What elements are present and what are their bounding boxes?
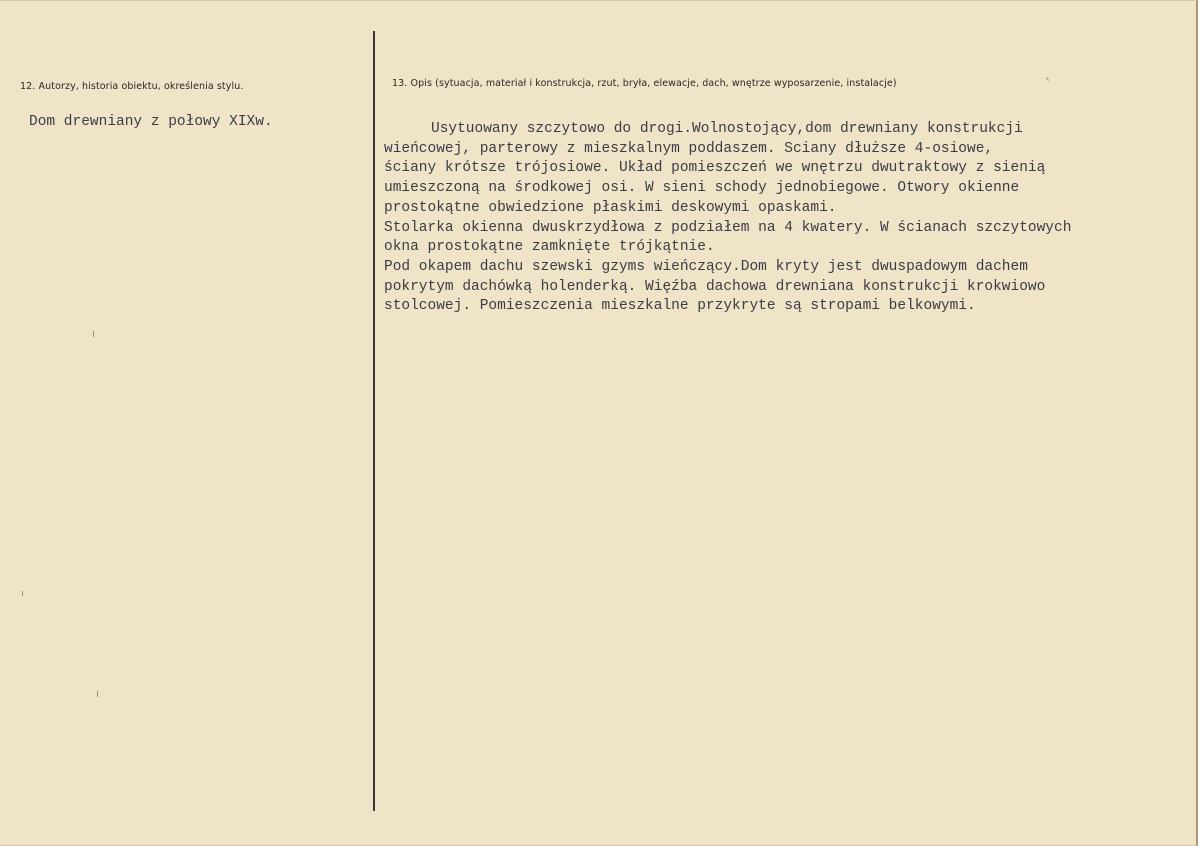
description-line: Pod okapem dachu szewski gzyms wieńczący.Dom kryty jest dwuspadowym dachem — [384, 258, 1028, 275]
description-line: ściany krótsze trójosiowe. Układ pomieszczeń we wnętrzu dwutraktowy z sienią — [384, 160, 1046, 177]
section-13 — [384, 78, 1187, 317]
paper-speck — [22, 591, 23, 596]
description-line: prostokątne obwiedzione płaskimi deskowymi opaskami. — [384, 199, 837, 216]
description-line: Usytuowany szczytowo do drogi.Wolnostojący,dom drewniany konstrukcji — [431, 121, 1023, 137]
description-line: umieszczoną na środkowej osi. W sieni schody jednobiegowe. Otwory okienne — [384, 180, 1020, 197]
description-line: stolcowej. Pomieszczenia mieszkalne przykryte są stropami belkowymi. — [384, 298, 976, 315]
column-divider — [373, 31, 375, 811]
description-line: pokrytym dachówką holenderką. Więźba dachowa drewniana konstrukcji krokwiowo — [384, 278, 1046, 295]
section-13-description — [384, 120, 1187, 317]
description-line: okna prostokątne zamknięte trójkątnie. — [384, 239, 715, 256]
section-12-label: 12. Autorzy, historia obiektu, określenia stylu. — [20, 81, 244, 92]
paper-speck — [93, 331, 94, 337]
section-13-label: 13. Opis (sytuacja, materiał i konstrukcja, rzut, bryła, elewacje, dach, wnętrze wyposarzenie, instalacje) — [392, 78, 897, 89]
description-line: Stolarka okienna dwuskrzydłowa z podziałem na 4 kwatery. W ścianach szczytowych — [384, 219, 1072, 236]
section-12-value: Dom drewniany z połowy XIXw. — [29, 114, 273, 130]
description-line: wieńcowej, parterowy z mieszkalnym poddaszem. Sciany dłuższe 4-osiowe, — [384, 140, 994, 157]
paper-speck — [97, 691, 98, 697]
section-12 — [20, 81, 360, 130]
